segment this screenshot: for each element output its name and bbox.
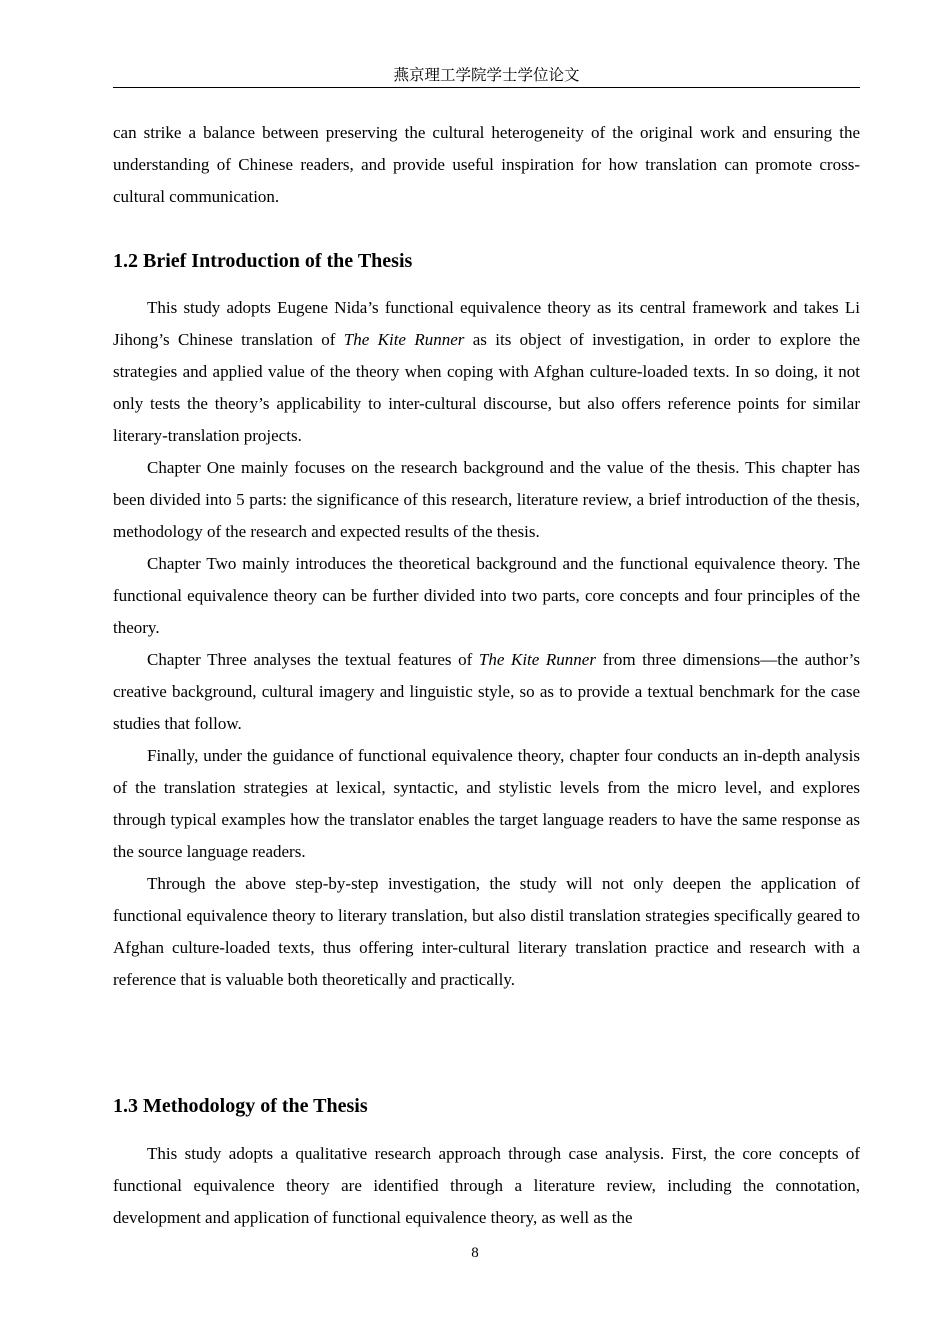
section-heading-1-2: 1.2 Brief Introduction of the Thesis <box>113 250 413 272</box>
section-1-3-body <box>113 1138 860 1234</box>
paragraph-1-3-1: This study adopts a qualitative research approach through case analysis. First, the core concepts of functional equivalence theory are identified through a literature review, including the connotation, development and application of functional equivalence theory, as well as the <box>113 1144 860 1227</box>
paragraph-1-2-5: Finally, under the guidance of functional equivalence theory, chapter four conducts an in-depth analysis of the translation strategies at lexical, syntactic, and stylistic levels from the micro level, and explores through typical examples how the translator enables the target language readers to have the same response as the source language readers. <box>113 746 860 861</box>
paragraph-text: from three dimensions—the author’s creative background, cultural imagery and linguistic style, so as to provide a textual benchmark for the case studies that follow. <box>113 650 860 733</box>
intro-paragraph: can strike a balance between preserving the cultural heterogeneity of the original work and ensuring the understanding of Chinese readers, and provide useful inspiration for how translation can promote cross-cultural communication. <box>113 123 860 206</box>
book-title: The Kite Runner <box>343 330 465 349</box>
paragraph-text: as its object of investigation, in order to explore the strategies and applied value of the theory when coping with Afghan culture-loaded texts. In so doing, it not only tests the theory’s applicability to inter-cultural discourse, but also offers reference points for similar literary-translation projects. <box>113 330 860 445</box>
page-number: 8 <box>471 1245 479 1261</box>
paragraph-1-2-4 <box>113 644 860 740</box>
paragraph-1-2-1 <box>113 292 860 452</box>
paragraph-text: Chapter Three analyses the textual features of <box>147 650 479 669</box>
section-1-2-body <box>113 292 860 996</box>
paragraph-1-2-3: Chapter Two mainly introduces the theoretical background and the functional equivalence theory. The functional equivalence theory can be further divided into two parts, core concepts and four principles of the theory. <box>113 554 860 637</box>
paragraph-1-2-6: Through the above step-by-step investigation, the study will not only deepen the application of functional equivalence theory to literary translation, but also distil translation strategies specifically geared to Afghan culture-loaded texts, thus offering inter-cultural literary translation practice and research with a reference that is valuable both theoretically and practically. <box>113 874 860 989</box>
paragraph-text: This study adopts Eugene Nida’s functional equivalence theory as its central framework and takes Li Jihong’s Chinese translation of <box>113 298 860 349</box>
section-heading-1-3: 1.3 Methodology of the Thesis <box>113 1095 368 1117</box>
book-title: The Kite Runner <box>478 650 596 669</box>
paragraph-1-2-2: Chapter One mainly focuses on the research background and the value of the thesis. This chapter has been divided into 5 parts: the significance of this research, literature review, a brief introduction of the thesis, methodology of the research and expected results of the thesis. <box>113 458 860 541</box>
page-header: 燕京理工学院学士学位论文 <box>113 66 860 88</box>
